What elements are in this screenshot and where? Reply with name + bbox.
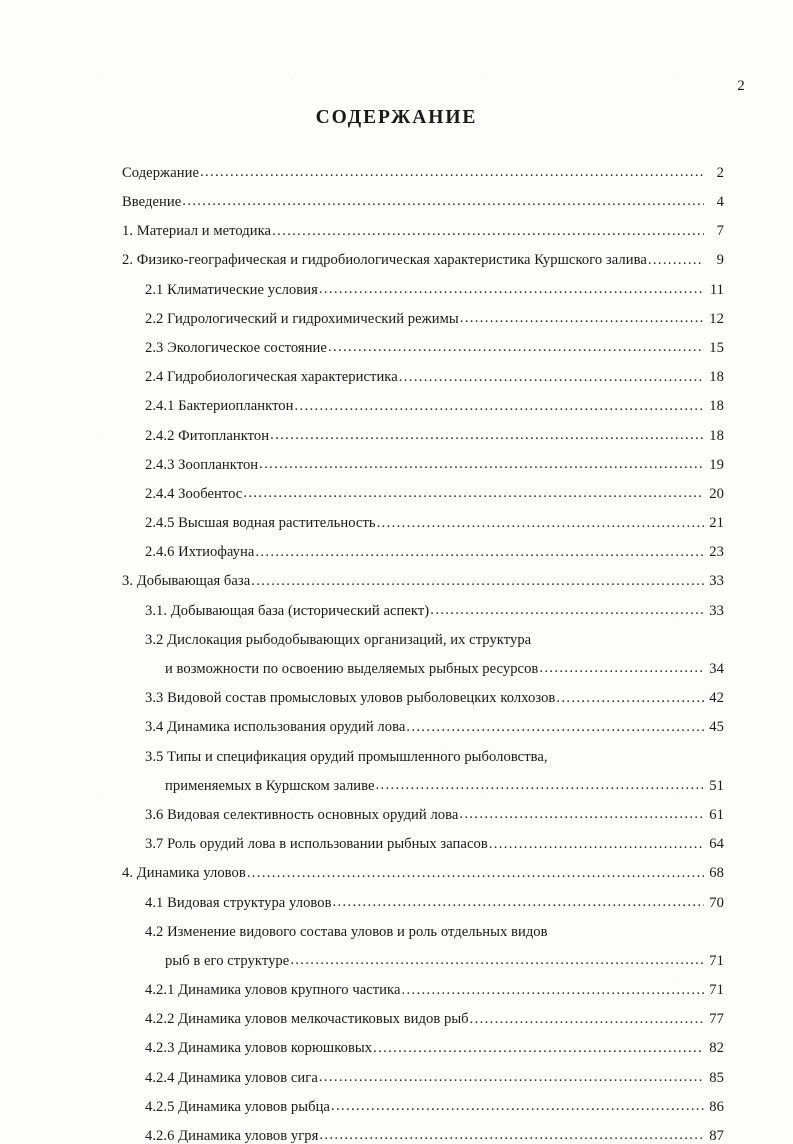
- toc-dot-leader: [549, 750, 704, 765]
- toc-entry[interactable]: [122, 269, 724, 298]
- toc-entry-label: 4.2.3 Динамика уловов корюшковых: [145, 1040, 373, 1057]
- toc-entry-page-number: 33: [709, 602, 724, 619]
- toc-entry-label: 4.1 Видовая структура уловов: [145, 894, 332, 911]
- toc-entry[interactable]: [122, 911, 724, 940]
- toc-dot-leader: [460, 313, 704, 328]
- toc-entry-page-number: 68: [709, 865, 724, 882]
- toc-entry[interactable]: [122, 969, 724, 998]
- toc-entry[interactable]: [122, 298, 724, 327]
- toc-entry-label: 3.7 Роль орудий лова в использовании рыбных запасов: [145, 836, 488, 853]
- toc-entry-label: 2.4.4 Зообентос: [145, 485, 243, 502]
- toc-entry-label: 3. Добывающая база: [122, 573, 251, 590]
- toc-entry[interactable]: [122, 794, 724, 823]
- toc-entry[interactable]: [122, 1028, 724, 1057]
- toc-entry-page-number: 70: [709, 894, 724, 911]
- toc-entry-label: 3.6 Видовая селективность основных орудий лова: [145, 806, 459, 823]
- toc-entry-label: Содержание: [122, 164, 199, 181]
- toc-entry-label: 4.2.4 Динамика уловов сига: [145, 1069, 318, 1086]
- toc-entry[interactable]: [122, 327, 724, 356]
- toc-entry[interactable]: [122, 531, 724, 560]
- toc-entry-page-number: 33: [709, 573, 724, 590]
- toc-entry-label: 4.2 Изменение видового состава уловов и роль отдельных видов: [145, 923, 548, 940]
- toc-entry[interactable]: [122, 853, 724, 882]
- toc-entry-label: 3.4 Динамика использования орудий лова: [145, 719, 406, 736]
- toc-entry-label: 3.1. Добывающая база (исторический аспект): [145, 602, 430, 619]
- toc-entry-label: 2.3 Экологическое состояние: [145, 339, 327, 356]
- toc-entry[interactable]: [122, 502, 724, 531]
- toc-entry-label: 2.2 Гидрологический и гидрохимический режимы: [145, 310, 459, 327]
- toc-entry[interactable]: [122, 619, 724, 648]
- toc-dot-leader: [373, 1042, 704, 1057]
- toc-entry-page-number: 34: [709, 661, 724, 678]
- toc-entry-label: 2.1 Климатические условия: [145, 281, 318, 298]
- toc-dot-leader: [270, 429, 704, 444]
- toc-entry-page-number: 23: [709, 544, 724, 561]
- toc-entry-label: 3.3 Видовой состав промысловых уловов рыболовецких колхозов: [145, 690, 556, 707]
- toc-entry-page-number: 18: [709, 398, 724, 415]
- toc-entry-page-number: 18: [709, 427, 724, 444]
- toc-entry-page-number: 82: [709, 1040, 724, 1057]
- toc-entry-label: 4.2.5 Динамика уловов рыбца: [145, 1098, 330, 1115]
- toc-entry-page-number: 42: [709, 690, 724, 707]
- page-title: СОДЕРЖАНИЕ: [315, 107, 478, 128]
- toc-entry-page-number: 21: [709, 515, 724, 532]
- toc-dot-leader: [328, 342, 704, 357]
- toc-entry[interactable]: [122, 356, 724, 385]
- toc-dot-leader: [406, 721, 704, 736]
- toc-entry[interactable]: [122, 1115, 724, 1144]
- toc-entry-label: 2. Физико-географическая и гидробиологическая характеристика Куршского залива: [122, 252, 647, 269]
- toc-dot-leader: [290, 955, 704, 970]
- toc-entry-page-number: 9: [716, 252, 724, 269]
- toc-entry-page-number: 18: [709, 369, 724, 386]
- toc-entry[interactable]: [122, 1057, 724, 1086]
- toc-entry-label: Введение: [122, 194, 182, 211]
- toc-dot-leader: [333, 896, 704, 911]
- toc-entry-label: применяемых в Куршском заливе: [165, 777, 375, 794]
- toc-entry-label: 4.2.6 Динамика уловов угря: [145, 1128, 319, 1144]
- toc-entry-label: 2.4.2 Фитопланктон: [145, 427, 270, 444]
- table-of-contents: [122, 152, 724, 1144]
- toc-entry-label: 2.4.3 Зоопланктон: [145, 456, 259, 473]
- toc-dot-leader: [243, 488, 704, 503]
- toc-dot-leader: [319, 1071, 704, 1086]
- toc-dot-leader: [489, 838, 704, 853]
- toc-dot-leader: [556, 692, 704, 707]
- toc-entry-label: 4. Динамика уловов: [122, 865, 246, 882]
- toc-dot-leader: [402, 984, 705, 999]
- toc-dot-leader: [319, 283, 704, 298]
- toc-entry-label: рыб в его структуре: [165, 952, 290, 969]
- toc-dot-leader: [295, 400, 704, 415]
- toc-dot-leader: [549, 925, 704, 940]
- toc-entry-page-number: 86: [709, 1098, 724, 1115]
- toc-entry-page-number: 71: [709, 982, 724, 999]
- toc-entry-page-number: 87: [709, 1128, 724, 1144]
- toc-entry[interactable]: [122, 736, 724, 765]
- toc-dot-leader: [319, 1130, 704, 1144]
- toc-entry-page-number: 64: [709, 836, 724, 853]
- toc-dot-leader: [182, 196, 704, 211]
- toc-dot-leader: [430, 604, 704, 619]
- toc-entry-label: и возможности по освоению выделяемых рыбных ресурсов: [165, 661, 539, 678]
- toc-dot-leader: [399, 371, 704, 386]
- toc-dot-leader: [200, 167, 704, 182]
- toc-entry-label: 4.2.2 Динамика уловов мелкочастиковых видов рыб: [145, 1011, 469, 1028]
- page-number: 2: [737, 78, 745, 94]
- toc-entry[interactable]: [122, 1086, 724, 1115]
- toc-entry[interactable]: [122, 386, 724, 415]
- toc-entry-page-number: 77: [709, 1011, 724, 1028]
- toc-entry[interactable]: [122, 240, 724, 269]
- toc-dot-leader: [251, 575, 704, 590]
- toc-dot-leader: [331, 1101, 704, 1116]
- toc-entry-label: 1. Материал и методика: [122, 223, 272, 240]
- toc-entry-page-number: 2: [716, 164, 724, 181]
- toc-dot-leader: [377, 517, 704, 532]
- toc-entry[interactable]: [122, 677, 724, 706]
- toc-entry[interactable]: [122, 444, 724, 473]
- toc-entry-page-number: 45: [709, 719, 724, 736]
- toc-entry-page-number: 61: [709, 806, 724, 823]
- toc-dot-leader: [376, 780, 704, 795]
- toc-entry[interactable]: [122, 152, 724, 181]
- toc-entry[interactable]: [122, 181, 724, 210]
- toc-entry[interactable]: [122, 940, 724, 969]
- toc-entry-page-number: 71: [709, 952, 724, 969]
- toc-dot-leader: [470, 1013, 704, 1028]
- toc-entry-page-number: 15: [709, 339, 724, 356]
- toc-entry-label: 4.2.1 Динамика уловов крупного частика: [145, 982, 401, 999]
- toc-entry-page-number: 7: [716, 223, 724, 240]
- toc-entry[interactable]: [122, 561, 724, 590]
- toc-entry-page-number: 12: [709, 310, 724, 327]
- toc-entry-page-number: 51: [709, 777, 724, 794]
- toc-dot-leader: [272, 225, 704, 240]
- toc-entry[interactable]: [122, 707, 724, 736]
- toc-entry[interactable]: [122, 823, 724, 852]
- toc-entry-label: 2.4 Гидробиологическая характеристика: [145, 369, 398, 386]
- toc-entry-page-number: 19: [709, 456, 724, 473]
- toc-entry[interactable]: [122, 648, 724, 677]
- toc-entry-page-number: 85: [709, 1069, 724, 1086]
- toc-dot-leader: [459, 809, 704, 824]
- toc-entry-label: 3.2 Дислокация рыбодобывающих организаций, их структура: [145, 631, 532, 648]
- toc-entry-page-number: 20: [709, 485, 724, 502]
- toc-entry-label: 2.4.5 Высшая водная растительность: [145, 515, 376, 532]
- toc-entry[interactable]: [122, 415, 724, 444]
- toc-entry-label: 2.4.1 Бактериопланктон: [145, 398, 294, 415]
- toc-entry-label: 2.4.6 Ихтиофауна: [145, 544, 255, 561]
- toc-entry[interactable]: [122, 210, 724, 239]
- toc-entry[interactable]: [122, 765, 724, 794]
- toc-entry[interactable]: [122, 590, 724, 619]
- toc-entry[interactable]: [122, 473, 724, 502]
- toc-entry-label: 3.5 Типы и спецификация орудий промышленного рыболовства,: [145, 748, 548, 765]
- toc-dot-leader: [259, 458, 704, 473]
- toc-dot-leader: [539, 663, 704, 678]
- toc-dot-leader: [247, 867, 704, 882]
- toc-entry-page-number: 11: [709, 281, 724, 298]
- toc-entry-page-number: 4: [716, 194, 724, 211]
- toc-dot-leader: [648, 254, 704, 269]
- toc-dot-leader: [532, 634, 704, 649]
- toc-entry[interactable]: [122, 998, 724, 1027]
- toc-entry[interactable]: [122, 882, 724, 911]
- toc-dot-leader: [255, 546, 704, 561]
